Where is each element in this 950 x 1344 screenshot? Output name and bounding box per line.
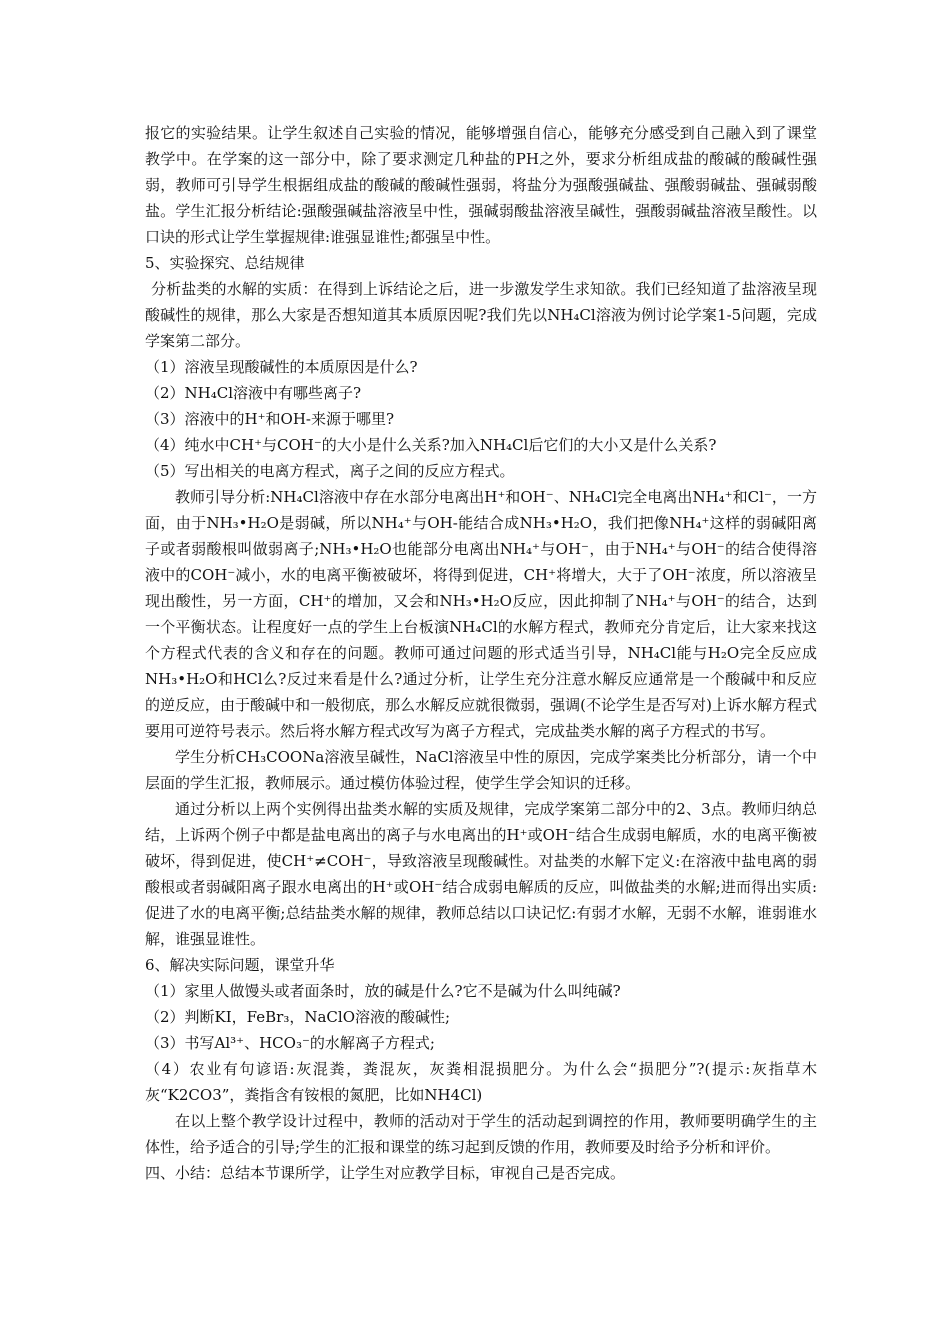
paragraph-experiment-report: 报它的实验结果。让学生叙述自己实验的情况，能够增强自信心，能够充分感受到自己融入到了课堂教学中。在学案的这一部分中，除了要求测定几种盐的PH之外，要求分析组成盐的酸碱的酸碱性强弱，教师可引导学生根据组成盐的酸碱的酸碱性强弱，将盐分为强酸强碱盐、强酸弱碱盐、强碱弱酸盐。学生汇报分析结论:强酸强碱盐溶液呈中性，强碱弱酸盐溶液呈碱性，强酸弱碱盐溶液呈酸性。以口诀的形式让学生掌握规律:谁强显谁性;都强呈中性。 <box>145 124 817 246</box>
question-2: （2）NH₄Cl溶液中有哪些离子? <box>145 384 362 402</box>
paragraph-summary-rules: 通过分析以上两个实例得出盐类水解的实质及规律，完成学案第二部分中的2、3点。教师归纳总结，上诉两个例子中都是盐电离出的离子与水电离出的H⁺或OH⁻结合生成弱电解质，水的电离平衡被破坏，得到促进，使CH⁺≠COH⁻，导致溶液呈现酸碱性。对盐类的水解下定义:在溶液中盐电离的弱酸根或者弱碱阳离子跟水电离出的H⁺或OH⁻结合成弱电解质的反应，叫做盐类的水解;进而得出实质:促进了水的电离平衡;总结盐类水解的规律，教师总结以口诀记忆:有弱才水解，无弱不水解，谁弱谁水解，谁强显谁性。 <box>145 800 817 948</box>
practice-question-3: （3）书写Al³⁺、HCO₃⁻的水解离子方程式; <box>145 1034 435 1052</box>
question-4: （4）纯水中CH⁺与COH⁻的大小是什么关系?加入NH₄Cl后它们的大小又是什么关系? <box>145 436 717 454</box>
section-heading-summary: 四、小结：总结本节课所学，让学生对应教学目标，审视自己是否完成。 <box>145 1164 626 1182</box>
question-1: （1）溶液呈现酸碱性的本质原因是什么? <box>145 358 418 376</box>
practice-question-2: （2）判断KI，FeBr₃，NaClO溶液的酸碱性; <box>145 1008 451 1026</box>
paragraph-hydrolysis-essence: 分析盐类的水解的实质：在得到上诉结论之后，进一步激发学生求知欲。我们已经知道了盐溶液呈现酸碱性的规律，那么大家是否想知道其本质原因呢?我们先以NH₄Cl溶液为例讨论学案1-5问题，完成学案第二部分。 <box>145 280 817 350</box>
paragraph-teacher-analysis: 教师引导分析:NH₄Cl溶液中存在水部分电离出H⁺和OH⁻、NH₄Cl完全电离出NH₄⁺和Cl⁻，一方面，由于NH₃•H₂O是弱碱，所以NH₄⁺与OH-能结合成NH₃•H₂O，我们把像NH₄⁺这样的弱碱阳离子或者弱酸根叫做弱离子;NH₃•H₂O也能部分电离出NH₄⁺与OH⁻，由于NH₄⁺与OH⁻的结合使得溶液中的COH⁻减小，水的电离平衡被破坏，将得到促进，CH⁺将增大，大于了OH⁻浓度，所以溶液呈现出酸性，另一方面，CH⁺的增加，又会和NH₃•H₂O反应，因此抑制了NH₄⁺与OH⁻的结合，达到一个平衡状态。让程度好一点的学生上台板演NH₄Cl的水解方程式，教师充分肯定后，让大家来找这个方程式代表的含义和存在的问题。教师可通过问题的形式适当引导，NH₄Cl能与H₂O完全反应成NH₃•H₂O和HCl么?反过来看是什么?通过分析，让学生充分注意水解反应通常是一个酸碱中和反应的逆反应，由于酸碱中和一般彻底，那么水解反应就很微弱，强调(不论学生是否写对)上诉水解方程式要用可逆符号表示。然后将水解方程式改写为离子方程式，完成盐类水解的离子方程式的书写。 <box>145 488 817 740</box>
question-5: （5）写出相关的电离方程式，离子之间的反应方程式。 <box>145 462 515 480</box>
practice-question-1: （1）家里人做馒头或者面条时，放的碱是什么?它不是碱为什么叫纯碱? <box>145 982 621 1000</box>
practice-question-4: （4）农业有句谚语:灰混粪，粪混灰，灰粪相混损肥分。为什么会“损肥分”?(提示:灰指草木灰“K2CO3”，粪指含有铵根的氮肥，比如NH4Cl) <box>145 1060 817 1104</box>
question-3: （3）溶液中的H⁺和OH-来源于哪里? <box>145 410 395 428</box>
section-heading-6: 6、解决实际问题，课堂升华 <box>145 956 335 974</box>
section-heading-5: 5、实验探究、总结规律 <box>145 254 305 272</box>
document-body <box>145 120 817 1186</box>
paragraph-student-analysis: 学生分析CH₃COONa溶液呈碱性，NaCl溶液呈中性的原因，完成学案类比分析部分，请一个中层面的学生汇报，教师展示。通过模仿体验过程，使学生学会知识的迁移。 <box>145 748 817 792</box>
paragraph-teaching-design: 在以上整个教学设计过程中，教师的活动对于学生的活动起到调控的作用，教师要明确学生的主体性，给予适合的引导;学生的汇报和课堂的练习起到反馈的作用，教师要及时给予分析和评价。 <box>145 1112 817 1156</box>
